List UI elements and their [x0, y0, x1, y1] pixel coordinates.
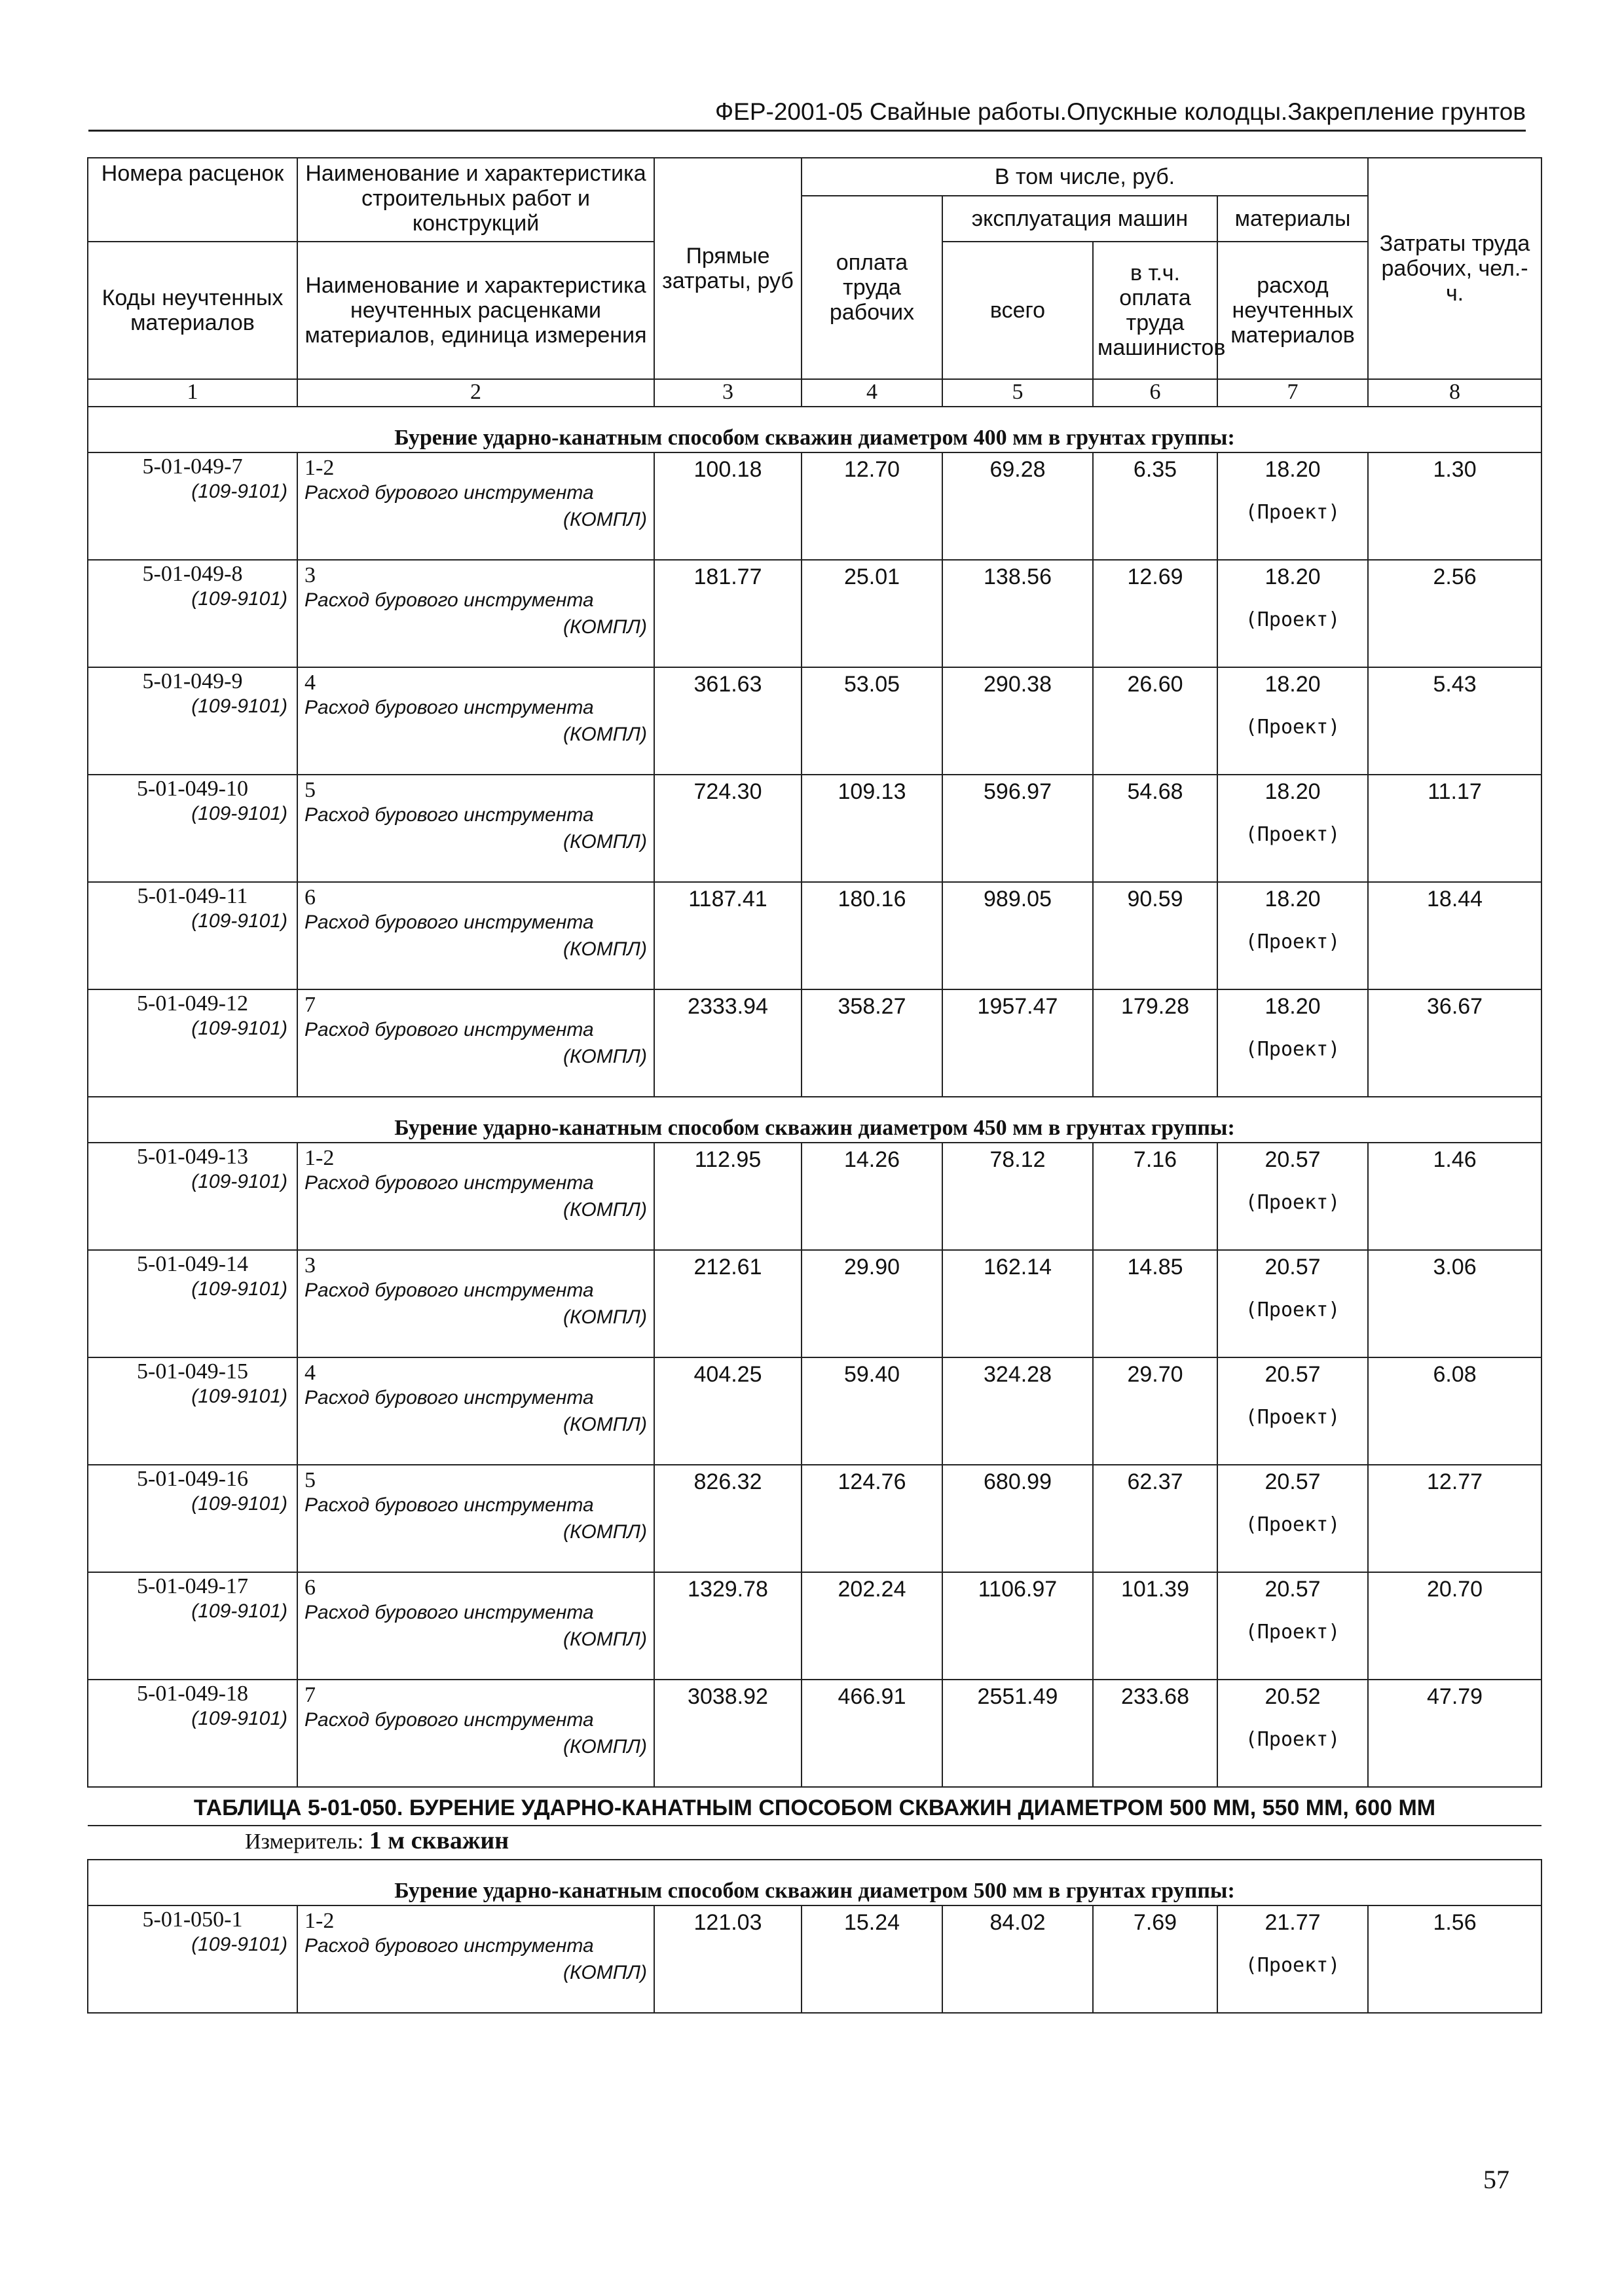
machinist-pay-value: 62.37 [1093, 1465, 1217, 1572]
direct-costs-value: 2333.94 [654, 989, 802, 1097]
material-qty: 18.20 [1264, 779, 1321, 804]
material-consumption-cell [1217, 452, 1368, 560]
material-note: (Проект) [1245, 1191, 1340, 1214]
table-row [88, 775, 1541, 882]
direct-costs-value: 404.25 [654, 1357, 802, 1465]
code-cell [88, 1250, 297, 1357]
rate-code: 5-01-049-11 [137, 884, 248, 908]
material-qty: 20.57 [1264, 1362, 1321, 1387]
header-unaccounted-codes: Коды неучтенных материалов [88, 242, 297, 379]
material-qty: 20.57 [1264, 1255, 1321, 1279]
labor-pay-value: 109.13 [802, 775, 942, 882]
material-qty: 20.57 [1264, 1577, 1321, 1602]
material-unit: (КОМПЛ) [563, 938, 647, 961]
machines-total-value: 69.28 [942, 452, 1093, 560]
column-number: 3 [654, 379, 802, 407]
material-code: (109-9101) [191, 1171, 287, 1192]
rate-code: 5-01-049-12 [137, 991, 248, 1016]
machines-total-value: 138.56 [942, 560, 1093, 667]
code-cell [88, 560, 297, 667]
name-cell [297, 560, 654, 667]
labor-hours-value: 18.44 [1368, 882, 1541, 989]
material-name: Расход бурового инструмента [304, 589, 594, 612]
table-row [88, 560, 1541, 667]
material-consumption-cell [1217, 775, 1368, 882]
labor-hours-value: 5.43 [1368, 667, 1541, 775]
material-name: Расход бурового инструмента [304, 1709, 594, 1731]
header-labor-costs: Затраты труда рабочих, чел.-ч. [1368, 158, 1541, 379]
material-note: (Проект) [1245, 1298, 1340, 1321]
header-direct-costs: Прямые затраты, руб [654, 158, 802, 379]
section-title: Бурение ударно-канатным способом скважин диаметром 500 мм в грунтах группы: [88, 1860, 1541, 1905]
labor-pay-value: 180.16 [802, 882, 942, 989]
machines-total-value: 78.12 [942, 1143, 1093, 1250]
material-code: (109-9101) [191, 803, 287, 824]
column-number: 7 [1217, 379, 1368, 407]
direct-costs-value: 100.18 [654, 452, 802, 560]
code-cell [88, 1465, 297, 1572]
code-cell [88, 667, 297, 775]
soil-group: 3 [304, 563, 316, 587]
rate-code: 5-01-049-9 [142, 669, 243, 693]
soil-group: 4 [304, 1361, 316, 1385]
rate-code: 5-01-049-18 [137, 1682, 248, 1706]
material-code: (109-9101) [191, 1386, 287, 1407]
name-cell [297, 1143, 654, 1250]
name-cell [297, 1357, 654, 1465]
rate-code: 5-01-049-13 [137, 1145, 248, 1169]
material-code: (109-9101) [191, 1018, 287, 1039]
material-consumption-cell [1217, 1250, 1368, 1357]
material-name: Расход бурового инструмента [304, 1387, 594, 1409]
material-unit: (КОМПЛ) [563, 724, 647, 746]
page-header: ФЕР-2001-05 Свайные работы.Опускные колодцы.Закрепление грунтов [88, 98, 1526, 132]
material-note: (Проект) [1245, 716, 1340, 739]
code-cell [88, 1680, 297, 1787]
labor-hours-value: 3.06 [1368, 1250, 1541, 1357]
direct-costs-value: 361.63 [654, 667, 802, 775]
name-cell [297, 667, 654, 775]
direct-costs-value: 181.77 [654, 560, 802, 667]
soil-group: 5 [304, 778, 316, 802]
labor-hours-value: 6.08 [1368, 1357, 1541, 1465]
table-row [88, 1680, 1541, 1787]
machines-total-value: 2551.49 [942, 1680, 1093, 1787]
code-cell [88, 1572, 297, 1680]
code-cell [88, 452, 297, 560]
section-title-row [88, 1097, 1541, 1143]
header-unaccounted-consumption: расход неучтенных материалов [1217, 242, 1368, 379]
material-name: Расход бурового инструмента [304, 804, 594, 826]
measure-cell [88, 1826, 1541, 1860]
section-title: Бурение ударно-канатным способом скважин диаметром 400 мм в грунтах группы: [88, 407, 1541, 452]
material-unit: (КОМПЛ) [563, 1961, 647, 1983]
header-materials: материалы [1217, 196, 1368, 242]
labor-pay-value: 358.27 [802, 989, 942, 1097]
soil-group: 1-2 [304, 1146, 335, 1170]
material-unit: (КОМПЛ) [563, 1046, 647, 1068]
machinist-pay-value: 6.35 [1093, 452, 1217, 560]
rate-code: 5-01-050-1 [142, 1907, 243, 1932]
name-cell [297, 1680, 654, 1787]
column-number: 6 [1093, 379, 1217, 407]
table-row [88, 667, 1541, 775]
name-cell [297, 882, 654, 989]
machinist-pay-value: 12.69 [1093, 560, 1217, 667]
column-number: 8 [1368, 379, 1541, 407]
machinist-pay-value: 233.68 [1093, 1680, 1217, 1787]
header-unaccounted-names: Наименование и характеристика неучтенных расценками материалов, единица измерения [297, 242, 654, 379]
name-cell [297, 1572, 654, 1680]
material-code: (109-9101) [191, 481, 287, 502]
section-title-row [88, 407, 1541, 452]
material-consumption-cell [1217, 1465, 1368, 1572]
material-name: Расход бурового инструмента [304, 1602, 594, 1624]
rate-code: 5-01-049-8 [142, 562, 243, 586]
labor-hours-value: 12.77 [1368, 1465, 1541, 1572]
column-numbers-row [88, 379, 1541, 407]
labor-pay-value: 59.40 [802, 1357, 942, 1465]
name-cell [297, 1465, 654, 1572]
machinist-pay-value: 26.60 [1093, 667, 1217, 775]
material-note: (Проект) [1245, 823, 1340, 846]
material-name: Расход бурового инструмента [304, 1279, 594, 1302]
material-name: Расход бурового инструмента [304, 1172, 594, 1194]
direct-costs-value: 1187.41 [654, 882, 802, 989]
soil-group: 6 [304, 1575, 316, 1600]
material-code: (109-9101) [191, 695, 287, 717]
header-machine-operation: эксплуатация машин [942, 196, 1217, 242]
direct-costs-value: 3038.92 [654, 1680, 802, 1787]
table-row [88, 1572, 1541, 1680]
labor-hours-value: 36.67 [1368, 989, 1541, 1097]
table-row [88, 1905, 1541, 2013]
direct-costs-value: 724.30 [654, 775, 802, 882]
material-unit: (КОМПЛ) [563, 1306, 647, 1329]
soil-group: 7 [304, 993, 316, 1017]
soil-group: 1-2 [304, 1908, 335, 1933]
labor-hours-value: 1.46 [1368, 1143, 1541, 1250]
code-cell [88, 775, 297, 882]
code-cell [88, 989, 297, 1097]
material-name: Расход бурового инструмента [304, 482, 594, 504]
material-unit: (КОМПЛ) [563, 1199, 647, 1221]
material-consumption-cell [1217, 882, 1368, 989]
soil-group: 6 [304, 885, 316, 910]
table-row [88, 1357, 1541, 1465]
material-unit: (КОМПЛ) [563, 1629, 647, 1651]
machines-total-value: 596.97 [942, 775, 1093, 882]
labor-pay-value: 25.01 [802, 560, 942, 667]
column-number: 1 [88, 379, 297, 407]
machines-total-value: 989.05 [942, 882, 1093, 989]
header-machines-total: всего [942, 242, 1093, 379]
material-name: Расход бурового инструмента [304, 1934, 594, 1957]
material-note: (Проект) [1245, 930, 1340, 953]
machinist-pay-value: 90.59 [1093, 882, 1217, 989]
rate-code: 5-01-049-17 [137, 1574, 248, 1598]
header-work-name: Наименование и характеристика строительных работ и конструкций [297, 158, 654, 242]
material-qty: 18.20 [1264, 994, 1321, 1019]
code-cell [88, 882, 297, 989]
material-code: (109-9101) [191, 1933, 287, 1955]
labor-pay-value: 466.91 [802, 1680, 942, 1787]
table-row [88, 1465, 1541, 1572]
machines-total-value: 1957.47 [942, 989, 1093, 1097]
soil-group: 4 [304, 671, 316, 695]
labor-hours-value: 20.70 [1368, 1572, 1541, 1680]
material-name: Расход бурового инструмента [304, 1494, 594, 1517]
soil-group: 1-2 [304, 456, 335, 480]
material-note: (Проект) [1245, 1406, 1340, 1429]
rate-code: 5-01-049-16 [137, 1467, 248, 1491]
table-row [88, 989, 1541, 1097]
labor-pay-value: 53.05 [802, 667, 942, 775]
name-cell [297, 775, 654, 882]
machines-total-value: 162.14 [942, 1250, 1093, 1357]
labor-hours-value: 2.56 [1368, 560, 1541, 667]
measure-label: Измеритель: [245, 1829, 364, 1854]
material-unit: (КОМПЛ) [563, 1414, 647, 1436]
material-consumption-cell [1217, 560, 1368, 667]
machinist-pay-value: 7.69 [1093, 1905, 1217, 2013]
labor-pay-value: 202.24 [802, 1572, 942, 1680]
table-row [88, 452, 1541, 560]
material-qty: 18.20 [1264, 564, 1321, 589]
material-qty: 20.57 [1264, 1469, 1321, 1494]
header-machinist-pay: в т.ч. оплата труда машинистов [1093, 242, 1217, 379]
section-title-row [88, 1860, 1541, 1905]
measure-value: 1 м скважин [369, 1826, 509, 1854]
material-unit: (КОМПЛ) [563, 616, 647, 638]
soil-group: 5 [304, 1468, 316, 1492]
code-cell [88, 1357, 297, 1465]
direct-costs-value: 1329.78 [654, 1572, 802, 1680]
material-qty: 18.20 [1264, 457, 1321, 482]
direct-costs-value: 121.03 [654, 1905, 802, 2013]
soil-group: 3 [304, 1253, 316, 1278]
labor-pay-value: 14.26 [802, 1143, 942, 1250]
name-cell [297, 989, 654, 1097]
labor-hours-value: 1.56 [1368, 1905, 1541, 2013]
labor-pay-value: 124.76 [802, 1465, 942, 1572]
name-cell [297, 1250, 654, 1357]
material-code: (109-9101) [191, 910, 287, 932]
column-number: 4 [802, 379, 942, 407]
material-consumption-cell [1217, 1143, 1368, 1250]
direct-costs-value: 826.32 [654, 1465, 802, 1572]
labor-pay-value: 15.24 [802, 1905, 942, 2013]
material-qty: 18.20 [1264, 672, 1321, 697]
machines-total-value: 324.28 [942, 1357, 1093, 1465]
labor-pay-value: 12.70 [802, 452, 942, 560]
material-code: (109-9101) [191, 1600, 287, 1622]
labor-hours-value: 1.30 [1368, 452, 1541, 560]
header-rate-numbers: Номера расценок [88, 158, 297, 242]
material-consumption-cell [1217, 667, 1368, 775]
direct-costs-value: 212.61 [654, 1250, 802, 1357]
material-unit: (КОМПЛ) [563, 1521, 647, 1543]
material-code: (109-9101) [191, 1493, 287, 1515]
labor-hours-value: 47.79 [1368, 1680, 1541, 1787]
name-cell [297, 452, 654, 560]
material-qty: 18.20 [1264, 887, 1321, 911]
material-qty: 20.52 [1264, 1684, 1321, 1709]
material-note: (Проект) [1245, 501, 1340, 524]
code-cell [88, 1143, 297, 1250]
material-name: Расход бурового инструмента [304, 697, 594, 719]
labor-hours-value: 11.17 [1368, 775, 1541, 882]
material-unit: (КОМПЛ) [563, 509, 647, 531]
column-number: 2 [297, 379, 654, 407]
material-name: Расход бурового инструмента [304, 1019, 594, 1041]
machinist-pay-value: 14.85 [1093, 1250, 1217, 1357]
name-cell [297, 1905, 654, 2013]
table-050-title: ТАБЛИЦА 5-01-050. БУРЕНИЕ УДАРНО-КАНАТНЫМ СПОСОБОМ СКВАЖИН ДИАМЕТРОМ 500 ММ, 550 ММ, 600 ММ [88, 1787, 1541, 1826]
table-row [88, 882, 1541, 989]
code-cell [88, 1905, 297, 2013]
material-qty: 20.57 [1264, 1147, 1321, 1172]
material-name: Расход бурового инструмента [304, 911, 594, 934]
machinist-pay-value: 101.39 [1093, 1572, 1217, 1680]
material-qty: 21.77 [1264, 1909, 1321, 1935]
rate-code: 5-01-049-10 [137, 777, 248, 801]
page-number: 57 [1483, 2165, 1509, 2194]
direct-costs-value: 112.95 [654, 1143, 802, 1250]
table-row [88, 1143, 1541, 1250]
header-labor-pay: оплата труда рабочих [802, 196, 942, 379]
material-consumption-cell [1217, 1680, 1368, 1787]
rate-code: 5-01-049-15 [137, 1359, 248, 1384]
measure-row [88, 1826, 1541, 1860]
machines-total-value: 680.99 [942, 1465, 1093, 1572]
header-including: В том числе, руб. [802, 158, 1368, 196]
machines-total-value: 84.02 [942, 1905, 1093, 2013]
machinist-pay-value: 7.16 [1093, 1143, 1217, 1250]
material-note: (Проект) [1245, 1513, 1340, 1536]
material-consumption-cell [1217, 1572, 1368, 1680]
soil-group: 7 [304, 1683, 316, 1707]
material-unit: (КОМПЛ) [563, 1736, 647, 1758]
material-consumption-cell [1217, 1357, 1368, 1465]
material-code: (109-9101) [191, 588, 287, 610]
material-consumption-cell [1217, 989, 1368, 1097]
table-050-title-row [88, 1787, 1541, 1826]
rate-code: 5-01-049-7 [142, 454, 243, 479]
column-number: 5 [942, 379, 1093, 407]
table-row [88, 1250, 1541, 1357]
section-title: Бурение ударно-канатным способом скважин диаметром 450 мм в грунтах группы: [88, 1097, 1541, 1143]
machines-total-value: 1106.97 [942, 1572, 1093, 1680]
machinist-pay-value: 179.28 [1093, 989, 1217, 1097]
machinist-pay-value: 54.68 [1093, 775, 1217, 882]
labor-pay-value: 29.90 [802, 1250, 942, 1357]
material-code: (109-9101) [191, 1278, 287, 1300]
material-consumption-cell [1217, 1905, 1368, 2013]
rate-code: 5-01-049-14 [137, 1252, 248, 1276]
machinist-pay-value: 29.70 [1093, 1357, 1217, 1465]
material-note: (Проект) [1245, 1621, 1340, 1644]
material-note: (Проект) [1245, 1953, 1340, 1977]
material-unit: (КОМПЛ) [563, 831, 647, 853]
material-code: (109-9101) [191, 1708, 287, 1729]
rates-table [87, 157, 1542, 2014]
machines-total-value: 290.38 [942, 667, 1093, 775]
material-note: (Проект) [1245, 608, 1340, 631]
material-note: (Проект) [1245, 1038, 1340, 1061]
material-note: (Проект) [1245, 1728, 1340, 1751]
